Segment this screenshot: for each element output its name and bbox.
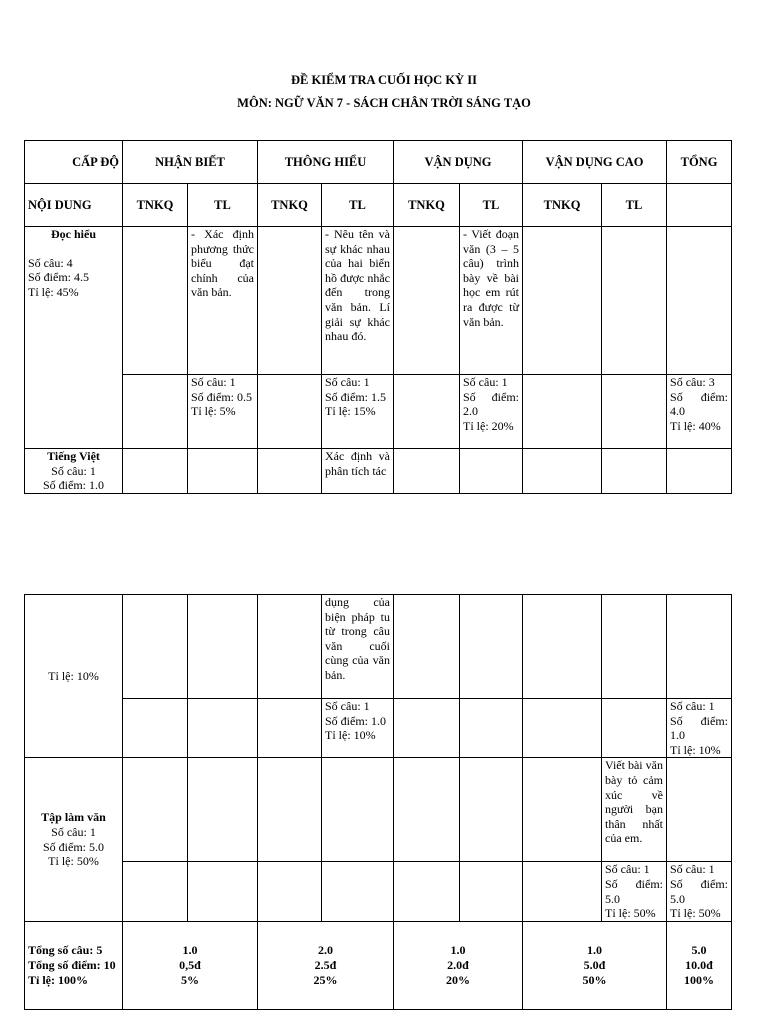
totals-tong: 5.0 10.0đ 100%	[667, 921, 732, 1009]
cell-tieng-viet-th-score: Số câu: 1 Số điểm: 1.0 Tỉ lệ: 10%	[322, 699, 394, 758]
empty-cell	[523, 699, 602, 758]
empty-cell	[523, 758, 602, 862]
subheader-tnkq: TNKQ	[123, 184, 188, 227]
cell-doc-hieu-th-score: Số câu: 1 Số điểm: 1.5 Tỉ lệ: 15%	[322, 375, 394, 449]
subheader-tl: TL	[602, 184, 667, 227]
row-totals	[25, 921, 732, 1009]
section-doc-hieu	[25, 227, 123, 449]
empty-cell	[123, 375, 188, 449]
empty-cell	[123, 595, 188, 699]
cell-doc-hieu-nb-tl: - Xác định phương thức biểu đạt chính của văn bản.	[188, 227, 258, 375]
empty-cell	[523, 227, 602, 375]
level-header-thong-hieu: THÔNG HIỂU	[258, 141, 394, 184]
empty-cell	[460, 449, 523, 494]
empty-cell	[523, 375, 602, 449]
empty-cell	[123, 449, 188, 494]
empty-cell	[523, 862, 602, 921]
empty-cell	[460, 758, 523, 862]
empty-cell	[258, 862, 322, 921]
empty-cell	[188, 758, 258, 862]
section-name-doc-hieu: Đọc hiểu	[51, 227, 96, 241]
section-tieng-viet	[25, 449, 123, 494]
empty-cell	[460, 862, 523, 921]
row-tap-lam-van-content	[25, 758, 732, 862]
exam-matrix-table-part-2	[24, 594, 732, 1010]
subheader-tnkq: TNKQ	[394, 184, 460, 227]
empty-cell	[602, 699, 667, 758]
row-tap-lam-van-scores	[25, 862, 732, 921]
empty-cell	[258, 595, 322, 699]
empty-cell	[123, 227, 188, 375]
empty-cell	[188, 595, 258, 699]
totals-thong-hieu: 2.0 2.5đ 25%	[258, 921, 394, 1009]
cell-doc-hieu-total-score: Số câu: 3 Số điểm: 4.0 Tỉ lệ: 40%	[667, 375, 732, 449]
cell-tap-lam-van-total-score: Số câu: 1 Số điểm: 5.0 Tỉ lệ: 50%	[667, 862, 732, 921]
subheader-tnkq: TNKQ	[258, 184, 322, 227]
corner-label-content: NỘI DUNG	[25, 184, 123, 227]
exam-title: ĐỀ KIỂM TRA CUỐI HỌC KỲ II	[291, 73, 477, 87]
exam-subject: MÔN: NGỮ VĂN 7 - SÁCH CHÂN TRỜI SÁNG TẠO	[237, 96, 531, 110]
section-info-tap-lam-van: Số câu: 1 Số điểm: 5.0 Tỉ lệ: 50%	[42, 824, 104, 869]
empty-cell	[460, 595, 523, 699]
subheader-tnkq: TNKQ	[523, 184, 602, 227]
empty-cell	[322, 862, 394, 921]
empty-cell	[123, 862, 188, 921]
row-doc-hieu-content	[25, 227, 732, 375]
empty-cell	[322, 758, 394, 862]
cell-tap-lam-van-vdc-tl: Viết bài văn bày tỏ cảm xúc về người bạn thân nhất của em.	[602, 758, 667, 862]
empty-cell	[258, 227, 322, 375]
cell-tap-lam-van-vdc-score: Số câu: 1 Số điểm: 5.0 Tỉ lệ: 50%	[602, 862, 667, 921]
empty-cell	[667, 758, 732, 862]
cell-tieng-viet-th-tl: Xác định và phân tích tác	[322, 449, 394, 494]
totals-label: Tổng số câu: 5 Tổng số điểm: 10 Tỉ lệ: 100%	[25, 921, 123, 1009]
level-header-nhan-biet: NHẬN BIẾT	[123, 141, 258, 184]
section-tieng-viet-rate: Tỉ lệ: 10%	[25, 595, 123, 758]
totals-van-dung-cao: 1.0 5.0đ 50%	[523, 921, 667, 1009]
empty-cell	[123, 758, 188, 862]
empty-cell	[123, 699, 188, 758]
cell-doc-hieu-vd-tl: - Viết đoạn văn (3 – 5 câu) trình bày về bài học em rút ra được từ văn bản.	[460, 227, 523, 375]
section-info-doc-hieu: Số câu: 4 Số điểm: 4.5 Tỉ lệ: 45%	[28, 255, 90, 299]
header-row-subcolumns	[25, 184, 732, 227]
cell-doc-hieu-nb-score: Số câu: 1 Số điểm: 0.5 Tỉ lệ: 5%	[188, 375, 258, 449]
row-doc-hieu-scores	[25, 375, 732, 449]
empty-cell	[258, 375, 322, 449]
section-info-tieng-viet: Số câu: 1 Số điểm: 1.0	[42, 463, 104, 493]
empty-cell	[667, 227, 732, 375]
empty-cell	[460, 699, 523, 758]
empty-cell	[394, 758, 460, 862]
section-tap-lam-van	[25, 758, 123, 921]
level-header-van-dung-cao: VẬN DỤNG CAO	[523, 141, 667, 184]
subheader-tl: TL	[460, 184, 523, 227]
totals-van-dung: 1.0 2.0đ 20%	[394, 921, 523, 1009]
empty-cell	[602, 595, 667, 699]
empty-cell	[188, 699, 258, 758]
cell-tieng-viet-th-tl-continued: dụng của biện pháp tu từ trong câu văn cuối cùng của văn bản.	[322, 595, 394, 699]
empty-cell	[394, 227, 460, 375]
row-tieng-viet-scores	[25, 699, 732, 758]
empty-cell	[667, 184, 732, 227]
row-tieng-viet-part-2	[25, 595, 732, 699]
section-name-tap-lam-van: Tập làm văn	[41, 810, 106, 825]
empty-cell	[188, 449, 258, 494]
level-header-van-dung: VẬN DỤNG	[394, 141, 523, 184]
cell-doc-hieu-th-tl: - Nêu tên và sự khác nhau của hai biển hồ được nhắc đến trong văn bản. Lí giải sự khác nhau đó.	[322, 227, 394, 375]
empty-cell	[523, 449, 602, 494]
corner-label-level: CẤP ĐỘ	[25, 141, 123, 184]
empty-cell	[523, 595, 602, 699]
empty-cell	[667, 449, 732, 494]
empty-cell	[394, 862, 460, 921]
level-header-tong: TỔNG	[667, 141, 732, 184]
empty-cell	[394, 375, 460, 449]
empty-cell	[667, 595, 732, 699]
section-name-tieng-viet: Tiếng Việt	[47, 449, 100, 463]
cell-tieng-viet-total-score: Số câu: 1 Số điểm: 1.0 Tỉ lệ: 10%	[667, 699, 732, 758]
subheader-tl: TL	[188, 184, 258, 227]
empty-cell	[602, 449, 667, 494]
empty-cell	[602, 227, 667, 375]
row-tieng-viet-part-1	[25, 449, 732, 494]
empty-cell	[602, 375, 667, 449]
empty-cell	[394, 595, 460, 699]
subheader-tl: TL	[322, 184, 394, 227]
empty-cell	[394, 449, 460, 494]
exam-matrix-table-part-1	[24, 140, 732, 494]
empty-cell	[258, 699, 322, 758]
empty-cell	[258, 758, 322, 862]
empty-cell	[258, 449, 322, 494]
cell-doc-hieu-vd-score: Số câu: 1 Số điểm: 2.0 Tỉ lệ: 20%	[460, 375, 523, 449]
header-row-levels	[25, 141, 732, 184]
empty-cell	[394, 699, 460, 758]
empty-cell	[188, 862, 258, 921]
totals-nhan-biet: 1.0 0,5đ 5%	[123, 921, 258, 1009]
